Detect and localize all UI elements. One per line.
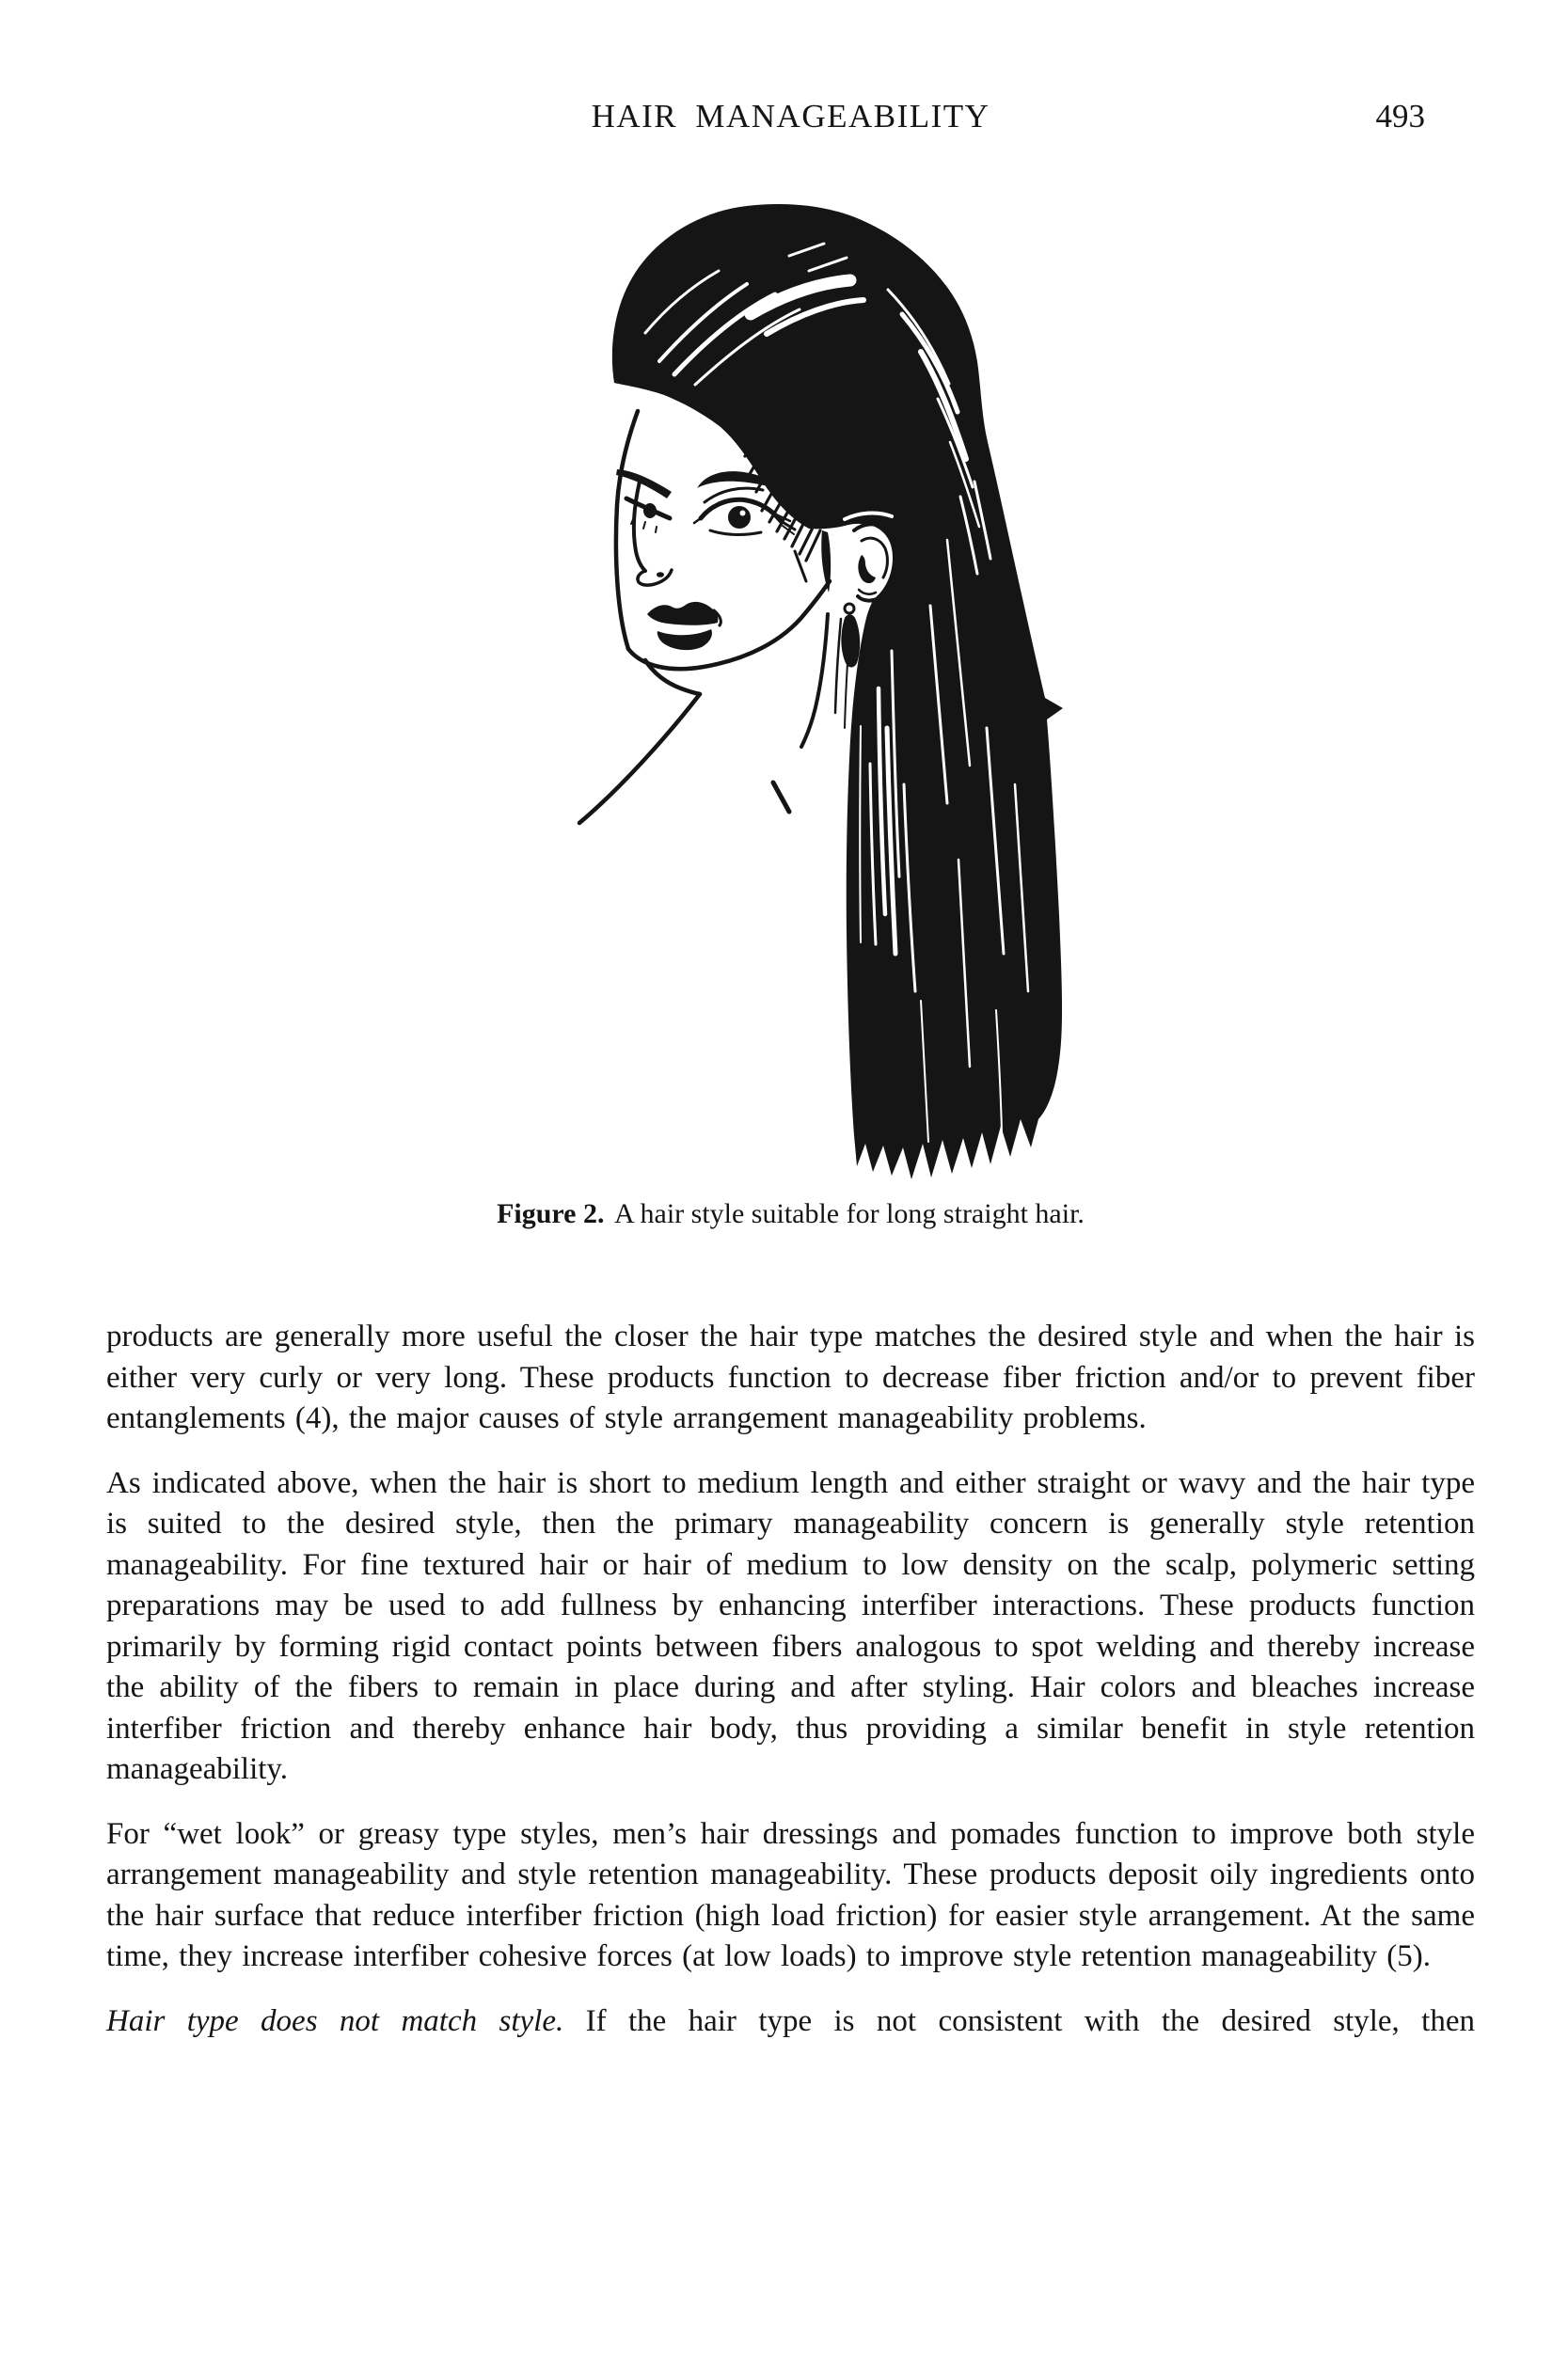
figure-caption-label: Figure 2. [497,1198,605,1229]
figure-caption [106,1196,1475,1232]
hair-style-illustration [562,199,1089,1190]
running-head: HAIR MANAGEABILITY [591,98,990,134]
body-paragraph-3: For “wet look” or greasy type styles, men’s hair dressings and pomades function to improve both style arrangement manageability and style retention manageability. These products deposit oily ingredients onto the hair surface that reduce interfiber friction (high load friction) for easier style arrangement. At the same time, they increase interfiber cohesive forces (at low loads) to improve style retention manageability (5). [106,1816,1475,1973]
body-paragraph-1: products are generally more useful the closer the hair type matches the desired style and when the hair is either very curly or very long. These products function to decrease fiber friction and/or to prevent fiber entanglements (4), the major causes of style arrangement manageability problems. [106,1320,1475,1435]
figure [562,199,1089,1190]
body-paragraph-4 [106,2001,1475,2043]
body-paragraph-2: As indicated above, when the hair is short to medium length and either straight or wavy and the hair type is suited to the desired style, then the primary manageability concern is generally style retention manageability. For fine textured hair or hair of medium to low density on the scalp, polymeric setting preparations may be used to add fullness by enhancing interfiber interactions. These products function primarily by forming rigid contact points between fibers analogous to spot welding and thereby increase the ability of the fibers to remain in place during and after styling. Hair colors and bleaches increase interfiber friction and thereby enhance hair body, thus providing a similar benefit in style retention manageability. [106,1465,1475,1786]
body-text [106,1317,1475,2065]
body-paragraph-4-lead-italic: Hair type does not match style. [106,2003,564,2038]
body-paragraph-4-rest: If the hair type is not consistent with the desired style, then [563,2003,1475,2038]
figure-caption-text: A hair style suitable for long straight hair. [614,1198,1085,1229]
page-number: 493 [1375,98,1425,134]
